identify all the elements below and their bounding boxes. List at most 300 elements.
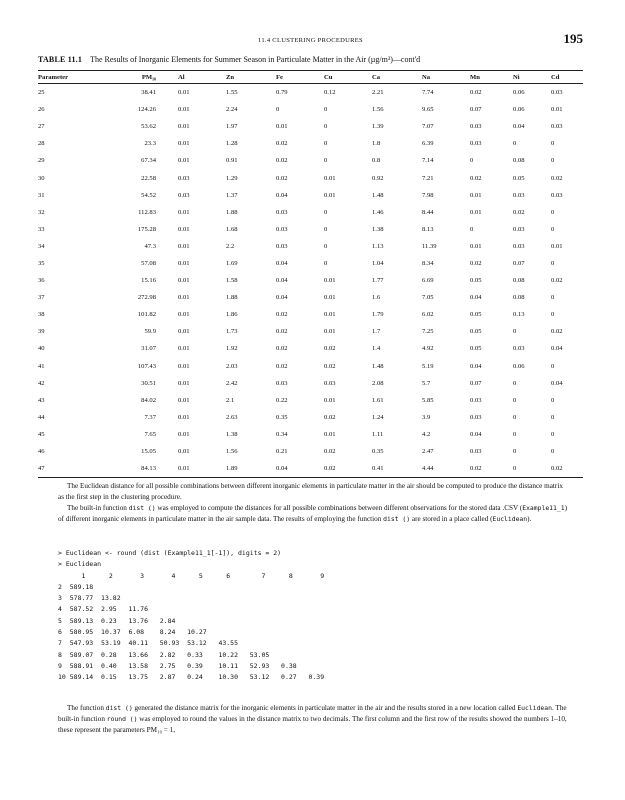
table-cell: 0.04	[513, 123, 525, 131]
table-cell: 57.08	[141, 259, 156, 267]
table-cell: 0.03	[513, 345, 525, 353]
table-cell: 0.01	[178, 413, 190, 421]
table-cell: 0.01	[324, 430, 336, 438]
table-cell: 0.02	[470, 174, 482, 182]
table-cell: 39	[38, 328, 45, 336]
table-cell: 0.02	[551, 174, 563, 182]
table-cell: 0	[551, 396, 555, 404]
table-row	[38, 169, 583, 186]
table-cell: 0	[324, 140, 328, 148]
table-cell: 47	[38, 460, 120, 478]
table-cell: 0.07	[470, 106, 482, 114]
table-cell: 0.03	[324, 379, 336, 387]
column-header: Cd	[551, 71, 583, 84]
table-cell: 0.02	[276, 362, 288, 370]
table-cell: 0.03	[513, 191, 525, 199]
paragraph: The Euclidean distance for all possible combinations between different inorganic elements in particulate matter in the air should be computed to produce the distance matrix as the first step in the clustering procedure.	[58, 482, 563, 501]
table-cell: 0	[470, 225, 474, 233]
table-row	[38, 187, 583, 204]
table-cell: 0.35	[372, 448, 384, 456]
column-header: Na	[422, 71, 470, 84]
table-cell: 0.02	[470, 259, 482, 267]
table-cell: 7.37	[144, 413, 156, 421]
table-cell: 67.34	[141, 157, 156, 165]
table-cell: 0	[324, 259, 328, 267]
table-cell: 1.89	[226, 460, 276, 478]
table-cell: 28	[38, 140, 45, 148]
table-cell: 0	[324, 157, 328, 165]
table-cell: 0.01	[178, 328, 190, 336]
table-cell: 0	[551, 140, 555, 148]
table-row	[38, 426, 583, 443]
table-cell: 0.04	[276, 277, 288, 285]
table-cell: 0.04	[276, 259, 288, 267]
table-cell: 0.05	[470, 328, 482, 336]
code-line: 6 580.95 10.37 6.08 8.24 10.27	[58, 628, 207, 637]
table-cell: 0	[513, 448, 517, 456]
table-row	[38, 375, 583, 392]
table-cell: 45	[38, 430, 45, 438]
table-cell: 0.01	[178, 362, 190, 370]
table-row	[38, 409, 583, 426]
table-cell: 0.02	[276, 140, 288, 148]
text-run: was employed to compute the distances for all possible combinations between different observations for the stored data .CSV (	[155, 504, 523, 512]
table-cell: 0	[513, 140, 517, 148]
table-cell: 0.01	[178, 140, 190, 148]
table-cell: 0.02	[276, 174, 288, 182]
table-cell: 0.02	[324, 460, 372, 478]
table-cell: 84.13	[120, 460, 178, 478]
table-label: TABLE 11.1	[38, 55, 83, 64]
table-row	[38, 255, 583, 272]
table-cell: 1.61	[372, 396, 384, 404]
table-cell: 29	[38, 157, 45, 165]
table-cell: 0.04	[551, 345, 563, 353]
table-row	[38, 84, 583, 102]
running-head: 11.4 CLUSTERING PROCEDURES	[258, 37, 363, 44]
table-cell: 0.01	[178, 277, 190, 285]
table-cell: 0.03	[276, 225, 288, 233]
table-cell: 1.68	[226, 225, 238, 233]
table-cell: 0.03	[513, 242, 525, 250]
table-cell: 1.86	[226, 311, 238, 319]
table-cell: 1.38	[226, 430, 238, 438]
table-cell: 2.08	[372, 379, 384, 387]
table-cell: 0.02	[324, 345, 336, 353]
table-cell: 0.07	[513, 259, 525, 267]
table-cell: 1.04	[372, 259, 384, 267]
table-cell: 4.2	[422, 430, 431, 438]
table-cell: 0.01	[178, 242, 190, 250]
table-cell: 0	[324, 106, 328, 114]
inline-code: round ()	[106, 715, 138, 723]
table-cell: 2.2	[226, 242, 235, 250]
code-line: 10 589.14 0.15 13.75 2.87 0.24 10.30 53.12 0.27 0.39	[58, 673, 325, 682]
table-cell: 0.01	[276, 123, 288, 131]
text-run: was employed to round the values in the distance matrix to two decimals. The first column and the first row of the results showed the numbers 1–10, these represent the parameters PM₁₀ = 1,	[58, 715, 567, 734]
text-run: generated the distance matrix for the inorganic elements in particulate matter in the air and the results stored in a new location called	[132, 704, 518, 712]
table-cell: 30	[38, 174, 45, 182]
table-row	[38, 392, 583, 409]
table-cell: 1.55	[226, 89, 238, 97]
table-cell: 0.02	[276, 345, 288, 353]
table-cell: 1.46	[372, 208, 384, 216]
table-cell: 0.08	[513, 277, 525, 285]
code-line: 2 589.18	[58, 582, 94, 591]
table-row	[38, 323, 583, 340]
column-header: Cu	[324, 71, 372, 84]
table-cell: 0.02	[551, 328, 563, 336]
table-cell: 0	[470, 157, 474, 165]
table-cell: 0.08	[513, 157, 525, 165]
table-cell: 1.29	[226, 174, 238, 182]
table-cell: 0.01	[178, 379, 190, 387]
table-cell: 8.34	[422, 259, 434, 267]
table-row	[38, 238, 583, 255]
text-run: The function	[67, 704, 106, 712]
table-cell: 1.69	[226, 259, 238, 267]
table-cell: 107.43	[137, 362, 156, 370]
table-cell: 5.19	[422, 362, 434, 370]
table-cell: 0.04	[470, 362, 482, 370]
table-cell: 0	[324, 123, 328, 131]
table-cell: 1.38	[372, 225, 384, 233]
table-cell: 0.01	[324, 191, 336, 199]
table-cell: 0.01	[178, 157, 190, 165]
table-cell: 0.03	[470, 396, 482, 404]
code-line: 4 587.52 2.95 11.76	[58, 605, 149, 614]
table-cell: 0.01	[324, 328, 336, 336]
table-cell: 2.42	[226, 379, 238, 387]
table-cell: 0.04	[470, 294, 482, 302]
table-cell: 42	[38, 379, 45, 387]
table-row	[38, 289, 583, 306]
table-cell: 7.74	[422, 89, 434, 97]
table-cell: 7.07	[422, 123, 434, 131]
table-cell: 0	[551, 413, 555, 421]
table-cell: 0	[513, 379, 517, 387]
text-run: . The built-in function	[58, 704, 567, 723]
table-cell: 3.9	[422, 413, 431, 421]
paragraph	[58, 703, 568, 736]
code-line: > Euclidean <- round (dist (Example11_1[-1]), digits = 2)	[58, 549, 282, 557]
table-cell: 1.28	[226, 140, 238, 148]
table-cell: 0.01	[324, 396, 336, 404]
table-cell: 0.01	[470, 242, 482, 250]
column-header: Parameter	[38, 71, 120, 84]
table-cell: 1.6	[372, 294, 381, 302]
table-cell: 0.01	[551, 106, 563, 114]
table-cell: 6.69	[422, 277, 434, 285]
table-cell: 1.97	[226, 123, 238, 131]
table-cell: 35	[38, 259, 45, 267]
table-cell: 34	[38, 242, 45, 250]
table-cell: 1.79	[372, 311, 384, 319]
table-cell: 0	[513, 396, 517, 404]
table-cell: 84.02	[141, 396, 156, 404]
table-cell: 0.06	[513, 362, 525, 370]
table-cell: 0.03	[276, 208, 288, 216]
table-header-row	[38, 71, 583, 84]
table-cell: 4.92	[422, 345, 434, 353]
table-cell: 30.51	[141, 379, 156, 387]
table-cell: 0	[324, 242, 328, 250]
table-row	[38, 443, 583, 460]
table-cell: 46	[38, 448, 45, 456]
table-cell: 0.01	[178, 311, 190, 319]
table-cell: 31	[38, 191, 45, 199]
table-cell: 0	[324, 208, 328, 216]
table-cell: 0.02	[470, 89, 482, 97]
page-header	[38, 31, 583, 48]
table-cell: 15.16	[141, 277, 156, 285]
table-cell: 2.1	[226, 396, 235, 404]
table-cell: 0.02	[324, 448, 336, 456]
table-cell: 0	[551, 448, 555, 456]
paragraph	[58, 503, 568, 525]
table-cell: 0	[551, 430, 555, 438]
table-cell: 0.02	[324, 413, 336, 421]
table-cell: 0	[551, 208, 555, 216]
table-cell: 0	[513, 413, 517, 421]
table-cell: 0.06	[513, 106, 525, 114]
table-cell: 53.62	[141, 123, 156, 131]
table-cell: 0.02	[470, 460, 513, 478]
data-table	[38, 70, 583, 478]
table-cell: 47.3	[144, 242, 156, 250]
table-cell: 2.24	[226, 106, 238, 114]
table-cell: 0.12	[324, 89, 336, 97]
table-caption	[38, 55, 583, 64]
table-cell: 0.01	[324, 277, 336, 285]
table-cell: 0.01	[178, 460, 226, 478]
table-cell: 0.13	[513, 311, 525, 319]
code-line: > Euclidean	[58, 560, 102, 569]
table-cell: 0.02	[276, 328, 288, 336]
table-cell: 0.03	[178, 174, 190, 182]
table-cell: 1.11	[372, 430, 384, 438]
table-cell: 15.05	[141, 448, 156, 456]
table-cell: 7.05	[422, 294, 434, 302]
table-cell: 0.02	[513, 208, 525, 216]
table-cell: 0	[551, 362, 555, 370]
table-cell: 1.48	[372, 362, 384, 370]
table-cell: 0.04	[276, 460, 324, 478]
table-cell: 1.13	[372, 242, 384, 250]
table-cell: 0.03	[470, 123, 482, 131]
table-cell: 25	[38, 89, 45, 97]
column-header: Zn	[226, 71, 276, 84]
table-cell: 7.21	[422, 174, 434, 182]
table-cell: 0.04	[470, 430, 482, 438]
table-cell: 0.91	[226, 157, 238, 165]
table-cell: 0	[513, 328, 517, 336]
table-cell: 40	[38, 345, 45, 353]
table-cell: 2.03	[226, 362, 238, 370]
table-cell: 2.47	[422, 448, 434, 456]
table-cell: 0	[551, 311, 555, 319]
table-cell: 5.85	[422, 396, 434, 404]
table-row	[38, 204, 583, 221]
table-cell: 0.05	[513, 174, 525, 182]
inline-code: dist ()	[383, 515, 411, 523]
table-cell: 0.03	[551, 89, 563, 97]
table-cell: 37	[38, 294, 45, 302]
table-cell: 7.14	[422, 157, 434, 165]
table-cell: 175.28	[137, 225, 156, 233]
table-cell: 272.98	[137, 294, 156, 302]
inline-code: Euclidean	[517, 704, 552, 712]
table-cell: 1.88	[226, 208, 238, 216]
column-header: Al	[178, 71, 226, 84]
table-cell: 7.98	[422, 191, 434, 199]
column-header: Ca	[372, 71, 422, 84]
inline-code: dist ()	[128, 504, 156, 512]
table-cell: 0.01	[178, 89, 190, 97]
table-cell: 0.03	[513, 225, 525, 233]
table-cell: 0	[513, 430, 517, 438]
table-cell: 8.13	[422, 225, 434, 233]
table-cell: 0.01	[470, 191, 482, 199]
body-text-2	[58, 703, 568, 736]
table-row	[38, 135, 583, 152]
table-cell: 0.01	[324, 174, 336, 182]
table-cell: 1.8	[372, 140, 381, 148]
code-line: 5 589.13 0.23 13.76 2.84	[58, 616, 176, 625]
column-header: Mn	[470, 71, 513, 84]
text-run: ).	[527, 515, 532, 523]
table-cell: 0.04	[551, 379, 563, 387]
table-cell: 6.02	[422, 311, 434, 319]
table-cell: 54.52	[141, 191, 156, 199]
table-cell: 8.44	[422, 208, 434, 216]
table-row	[38, 358, 583, 375]
text-run: ) of different inorganic elements in particulate matter in the air sample data. The results of employing the function	[58, 504, 567, 523]
table-cell: 36	[38, 277, 45, 285]
table-cell: 0.01	[324, 311, 336, 319]
table-cell: 59.9	[144, 328, 156, 336]
table-cell: 4.44	[422, 460, 470, 478]
table-row	[38, 272, 583, 289]
table-cell: 0.41	[372, 460, 422, 478]
table-cell: 0.8	[372, 157, 381, 165]
page-number: 195	[563, 31, 583, 46]
table-cell: 22.58	[141, 174, 156, 182]
table-cell: 1.24	[372, 413, 384, 421]
table-cell: 0.02	[276, 157, 288, 165]
table-cell: 0	[276, 106, 280, 114]
table-cell: 0	[551, 259, 555, 267]
table-cell: 0.01	[178, 123, 190, 131]
table-cell: 26	[38, 106, 45, 114]
table-cell: 0.02	[551, 277, 563, 285]
table-cell: 1.7	[372, 328, 381, 336]
code-line: 9 588.91 0.40 13.58 2.75 0.39 10.11 52.93 0.38	[58, 661, 297, 670]
table-caption-text: The Results of Inorganic Elements for Summer Season in Particulate Matter in the Air (µg/m³)—cont'd	[90, 55, 421, 64]
table-cell: 44	[38, 413, 45, 421]
text-run: The built-in function	[67, 504, 129, 512]
table-cell: 0	[551, 294, 555, 302]
table-cell: 27	[38, 123, 45, 131]
table-row	[38, 221, 583, 238]
code-line: 7 547.93 53.19 40.11 50.93 53.12 43.55	[58, 639, 239, 648]
code-line: 3 578.77 13.82	[58, 594, 121, 603]
table-cell: 0.03	[276, 242, 288, 250]
table-cell: 0.01	[178, 106, 190, 114]
table-cell: 0.03	[551, 191, 563, 199]
table-cell: 0.05	[470, 311, 482, 319]
table-cell: 38	[38, 311, 45, 319]
table-cell: 0.92	[372, 174, 384, 182]
table-cell: 0.01	[324, 294, 336, 302]
code-line: 8 589.07 0.28 13.66 2.82 0.33 10.22 53.05	[58, 650, 270, 659]
table-cell: 0.07	[470, 379, 482, 387]
table-row	[38, 118, 583, 135]
table-cell: 0.03	[178, 191, 190, 199]
table-cell: 2.63	[226, 413, 238, 421]
table-cell: 0.02	[324, 362, 336, 370]
code-line: 1 2 3 4 5 6 7 8 9	[58, 571, 325, 580]
table-cell: 32	[38, 208, 45, 216]
table-cell: 1.88	[226, 294, 238, 302]
table-cell: 1.56	[372, 106, 384, 114]
table-cell: 0	[551, 157, 555, 165]
table-cell: 0.21	[276, 448, 288, 456]
table-cell: 1.77	[372, 277, 384, 285]
table-cell: 1.37	[226, 191, 238, 199]
table-cell: 0.03	[276, 379, 288, 387]
table-cell: 0.01	[178, 259, 190, 267]
code-block	[58, 548, 478, 684]
table-cell: 1.58	[226, 277, 238, 285]
table-cell: 6.39	[422, 140, 434, 148]
table-cell: 1.73	[226, 328, 238, 336]
table-cell: 0.01	[178, 225, 190, 233]
table-body	[38, 84, 583, 478]
table-cell: 1.4	[372, 345, 381, 353]
table-cell: 1.48	[372, 191, 384, 199]
table-row	[38, 101, 583, 118]
table-cell: 0.06	[513, 89, 525, 97]
table-cell: 38.41	[141, 89, 156, 97]
table-cell: 23.3	[144, 140, 156, 148]
table-cell: 33	[38, 225, 45, 233]
column-header: PM₁₀	[120, 71, 178, 84]
column-header: Ni	[513, 71, 551, 84]
table-cell: 0.02	[551, 460, 583, 478]
table-cell: 0.03	[470, 413, 482, 421]
table-cell: 0.01	[178, 396, 190, 404]
table-cell: 9.65	[422, 106, 434, 114]
table-cell: 0.04	[276, 294, 288, 302]
table-cell: 0.35	[276, 413, 288, 421]
table-cell: 43	[38, 396, 45, 404]
table-cell: 0.03	[470, 448, 482, 456]
table-cell: 7.65	[144, 430, 156, 438]
table-cell: 5.7	[422, 379, 431, 387]
inline-code: Example11_1	[522, 504, 565, 512]
table-row	[38, 460, 583, 478]
table-cell: 11.39	[422, 242, 437, 250]
table-cell: 2.21	[372, 89, 384, 97]
table-cell: 0.01	[178, 430, 190, 438]
table-cell: 0.22	[276, 396, 288, 404]
table-cell: 0.01	[551, 242, 563, 250]
table-cell: 41	[38, 362, 45, 370]
table-row	[38, 306, 583, 323]
table-cell: 101.82	[137, 311, 156, 319]
table-cell: 112.83	[138, 208, 156, 216]
